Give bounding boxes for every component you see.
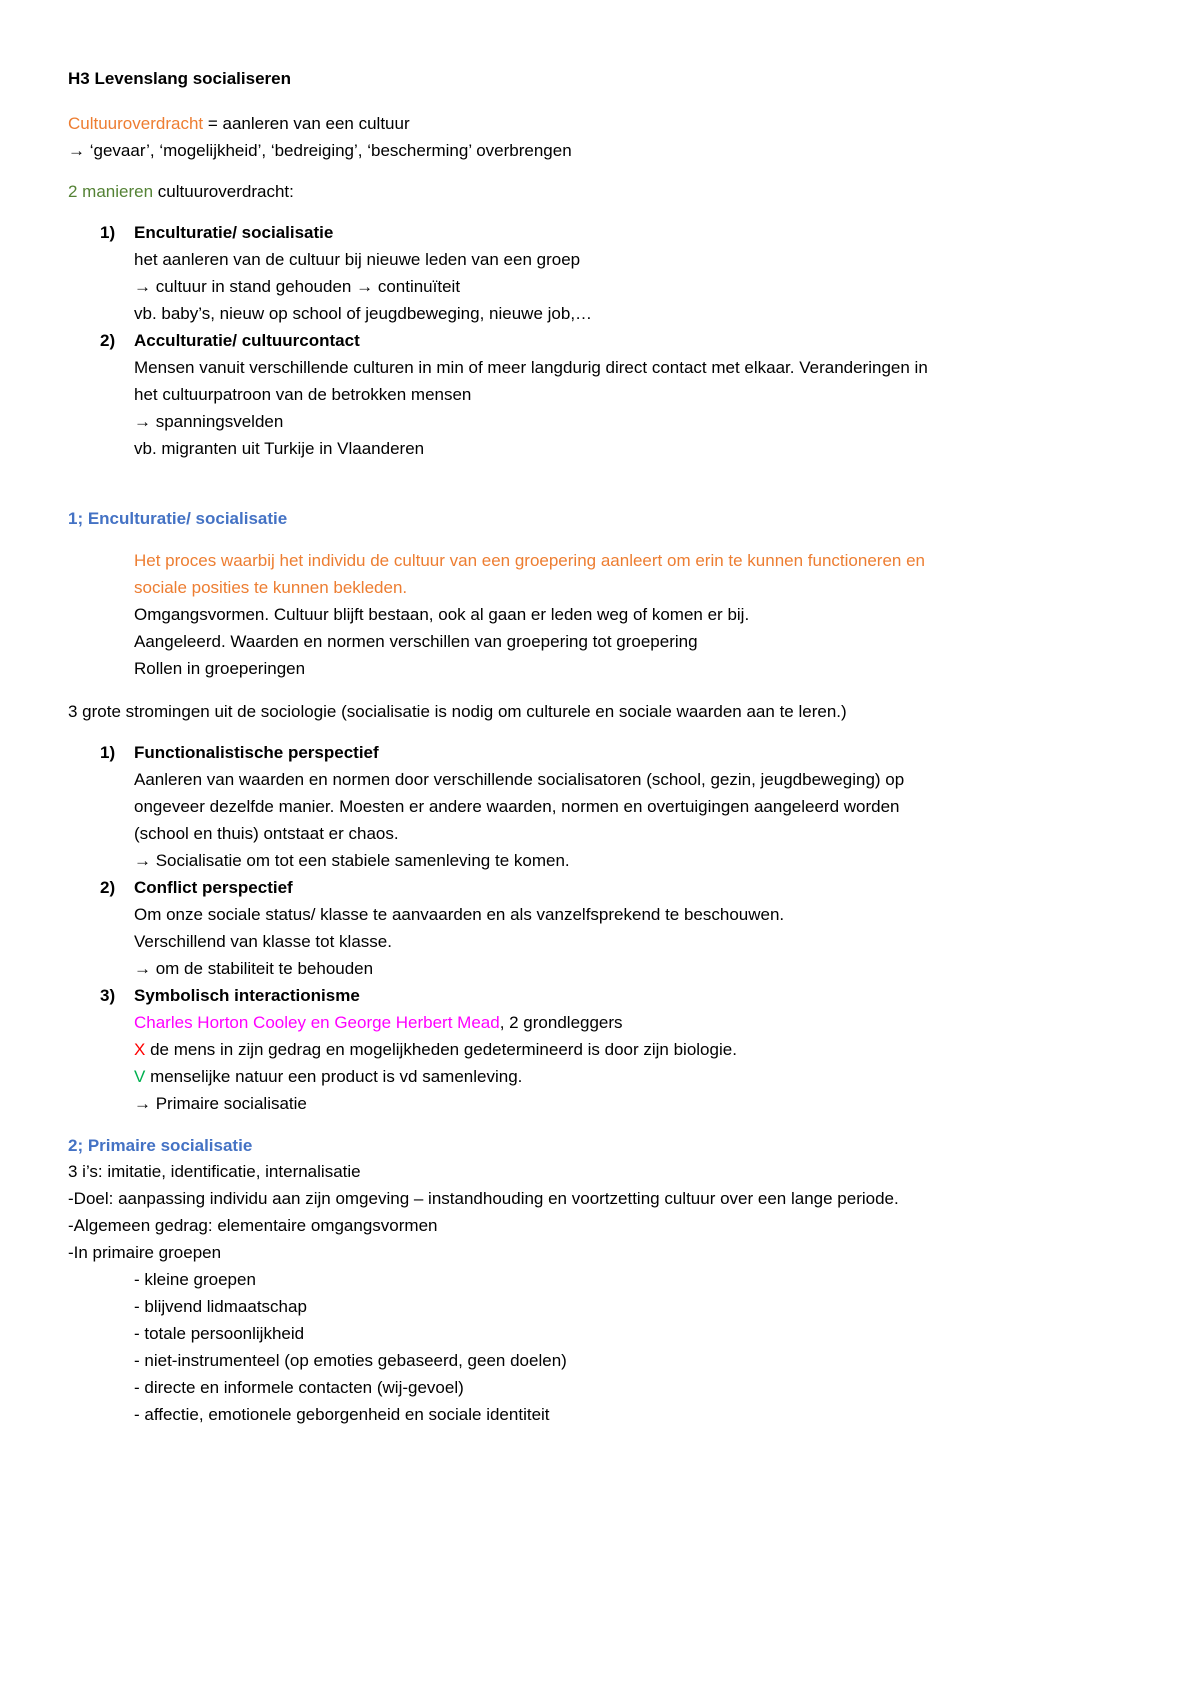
note-line: Aangeleerd. Waarden en normen verschillen van groepering tot groepering [134, 632, 698, 651]
intro-arrow-line: → ‘gevaar’, ‘mogelijkheid’, ‘bedreiging’, ‘bescherming’ overbrengen [68, 141, 572, 160]
list-item-enculturatie [100, 219, 928, 327]
list-item-line: vb. migranten uit Turkije in Vlaanderen [134, 439, 425, 458]
definition-text-line: Het proces waarbij het individu de cultuur van een groepering aanleert om erin te kunnen functioneren en [134, 551, 925, 570]
list-item-line: → cultuur in stand gehouden → continuïteit [134, 277, 461, 296]
ways-label [68, 178, 294, 205]
note-line: Rollen in groeperingen [134, 659, 306, 678]
section-2 [68, 1132, 252, 1159]
section-2-line: -Algemeen gedrag: elementaire omgangsvormen [68, 1216, 438, 1235]
section-2-line: -In primaire groepen [68, 1243, 222, 1262]
accept-line [134, 1063, 904, 1090]
list-item-line: Verschillend van klasse tot klasse. [134, 932, 392, 951]
list-item-functionalistisch [100, 739, 904, 874]
streams-intro: 3 grote stromingen uit de sociologie (socialisatie is nodig om culturele en sociale waarden aan te leren.) [68, 702, 847, 721]
list-item-line: het cultuurpatroon van de betrokken mensen [134, 385, 472, 404]
list-marker: 1) [100, 743, 116, 762]
list-marker: 2) [100, 331, 116, 350]
list-item-heading: Conflict perspectief [134, 878, 293, 897]
section-2-line: -Doel: aanpassing individu aan zijn omgeving – instandhouding en voortzetting cultuur over een lange periode. [68, 1189, 899, 1208]
list-item-conflict [100, 874, 904, 982]
list-item-heading: Functionalistische perspectief [134, 743, 379, 762]
section-2-heading: 2; Primaire socialisatie [68, 1136, 253, 1155]
reject-line [134, 1036, 904, 1063]
list-item-heading: Acculturatie/ cultuurcontact [134, 331, 360, 350]
list-item-line: → Socialisatie om tot een stabiele samenleving te komen. [134, 851, 570, 870]
list-item-line: Mensen vanuit verschillende culturen in min of meer langdurig direct contact met elkaar. Veranderingen in [134, 358, 928, 377]
list-marker: 3) [100, 986, 116, 1005]
list-item-acculturatie [100, 327, 928, 462]
streams-paragraph [68, 698, 847, 725]
list-item-line: → om de stabiliteit te behouden [134, 959, 374, 978]
reject-text: de mens in zijn gedrag en mogelijkheden gedetermineerd is door zijn biologie. [145, 1040, 737, 1059]
group-trait-item: - directe en informele contacten (wij-gevoel) [134, 1378, 464, 1397]
section-1 [68, 505, 287, 532]
ways-list [100, 219, 928, 462]
list-item-line: vb. baby’s, nieuw op school of jeugdbeweging, nieuwe job,… [134, 304, 593, 323]
list-marker: 1) [100, 223, 116, 242]
list-item-symbolisch [100, 982, 904, 1117]
ways-paragraph [68, 178, 294, 205]
cultuuroverdracht-paragraph [68, 110, 572, 164]
list-item-line: Om onze sociale status/ klasse te aanvaarden en als vanzelfsprekend te beschouwen. [134, 905, 785, 924]
group-trait-item: - niet-instrumenteel (op emoties gebaseerd, geen doelen) [134, 1351, 567, 1370]
definition-line [68, 110, 572, 137]
section-2-body [68, 1158, 899, 1428]
accept-mark: V [134, 1067, 146, 1086]
founders-rest: , 2 grondleggers [499, 1013, 623, 1032]
definition-text-line: sociale posities te kunnen bekleden. [134, 578, 408, 597]
list-item-line: (school en thuis) ontstaat er chaos. [134, 824, 399, 843]
note-line: Omgangsvormen. Cultuur blijft bestaan, ook al gaan er leden weg of komen er bij. [134, 605, 750, 624]
ways-label-rest: cultuuroverdracht: [153, 182, 294, 201]
list-item-line: ongeveer dezelfde manier. Moesten er andere waarden, normen en overtuigingen aangeleerd worden [134, 797, 900, 816]
ways-count-label: 2 manieren [68, 182, 154, 201]
term-definition: = aanleren van een cultuur [203, 114, 410, 133]
list-item-line: het aanleren van de cultuur bij nieuwe leden van een groep [134, 250, 581, 269]
list-item-line: → spanningsvelden [134, 412, 284, 431]
accept-text: menselijke natuur een product is vd samenleving. [145, 1067, 523, 1086]
section-1-heading: 1; Enculturatie/ socialisatie [68, 509, 288, 528]
section-1-body [134, 547, 925, 682]
perspectives-list [100, 739, 904, 1117]
reject-mark: X [134, 1040, 146, 1059]
section-2-line: 3 i’s: imitatie, identificatie, internalisatie [68, 1162, 361, 1181]
group-trait-item: - totale persoonlijkheid [134, 1324, 305, 1343]
term-cultuuroverdracht: Cultuuroverdracht [68, 114, 204, 133]
document-title: H3 Levenslang socialiseren [68, 69, 291, 88]
list-item-line: Aanleren van waarden en normen door verschillende socialisatoren (school, gezin, jeugdbeweging) op [134, 770, 905, 789]
list-item-heading: Enculturatie/ socialisatie [134, 223, 334, 242]
founders-line [134, 1009, 904, 1036]
list-marker: 2) [100, 878, 116, 897]
group-trait-item: - affectie, emotionele geborgenheid en sociale identiteit [134, 1405, 550, 1424]
conclusion-line: → Primaire socialisatie [134, 1094, 307, 1113]
group-trait-item: - blijvend lidmaatschap [134, 1297, 307, 1316]
document-header [68, 65, 291, 92]
founders-names: Charles Horton Cooley en George Herbert Mead [134, 1013, 500, 1032]
group-trait-item: - kleine groepen [134, 1270, 256, 1289]
list-item-heading: Symbolisch interactionisme [134, 986, 360, 1005]
